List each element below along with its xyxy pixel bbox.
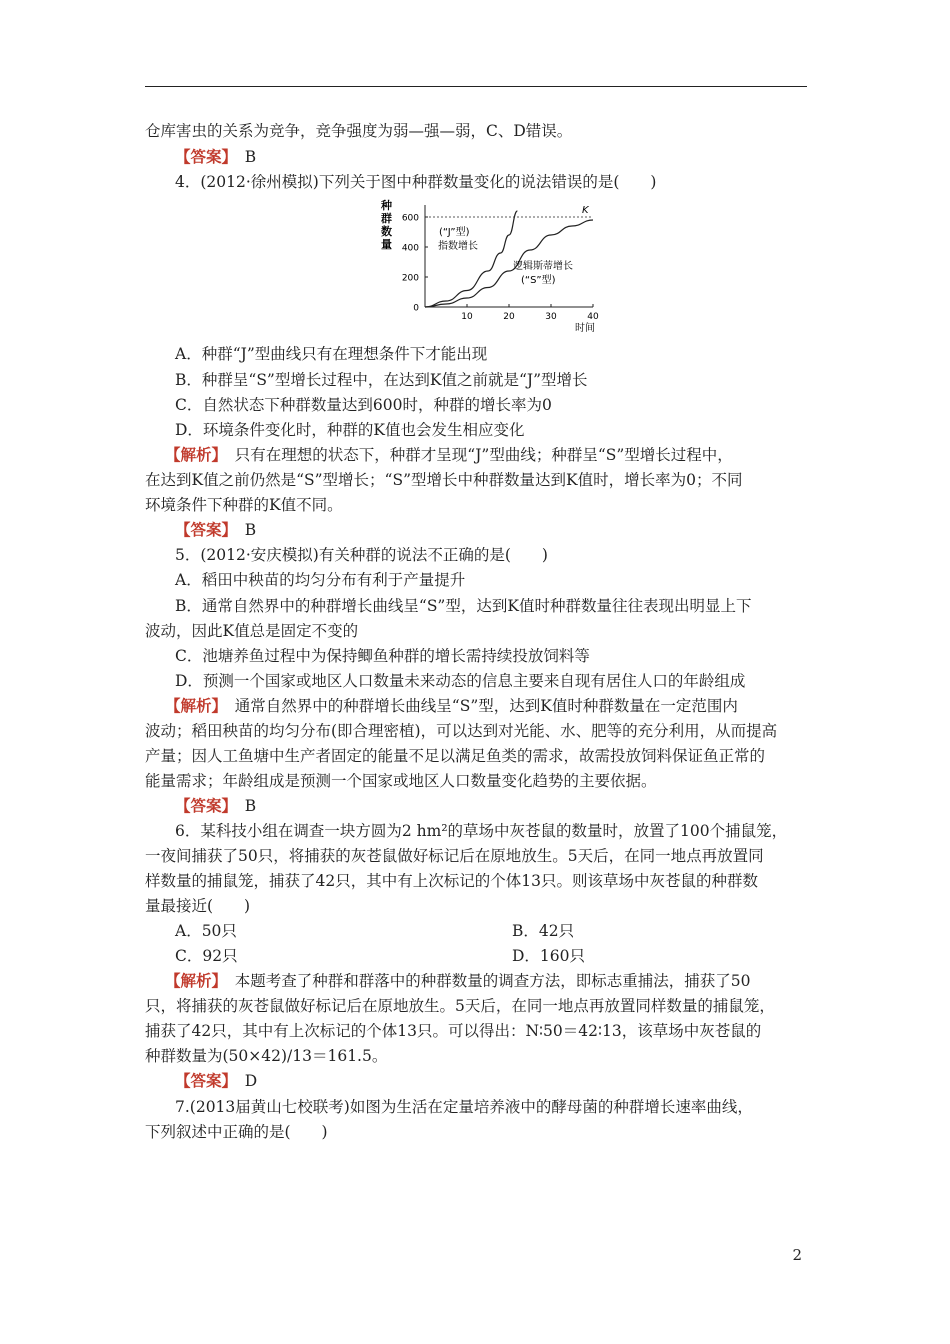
answer-value: B [244, 521, 257, 539]
q6-option-c: C．92只 [175, 947, 238, 965]
answer-tag: 【答案】 [175, 147, 230, 166]
y-axis-label-char: 数 [381, 225, 392, 238]
question-4: 4．(2012·徐州模拟)下列关于图中种群数量变化的说法错误的是( ) [175, 173, 657, 191]
j-curve-label-2: 指数增长 [438, 241, 478, 252]
y-axis-label-char: 量 [381, 238, 392, 251]
y-axis-label-char: 群 [381, 212, 392, 225]
j-curve-series [425, 211, 517, 307]
s-curve-label-1: 逻辑斯蒂增长 [513, 261, 573, 272]
answer-line: 【答案】 D [175, 1071, 258, 1090]
question-6-line-4: 量最接近( ) [145, 897, 251, 915]
explanation-6-line-1: 【解析】 本题考查了种群和群落中的种群数量的调查方法，即标志重捕法，捕获了50 [165, 971, 751, 990]
q6-option-d: D．160只 [512, 947, 586, 965]
q6-option-a: A．50只 [175, 922, 237, 940]
explanation-6-line-4: 种群数量为(50×42)/13＝161.5。 [145, 1047, 388, 1065]
j-curve-label-1: (“J”型) [439, 227, 470, 238]
y-tick-label: 400 [401, 243, 419, 254]
x-tick-label: 40 [587, 312, 599, 322]
q4-option-d: D．环境条件变化时，种群的K值也会发生相应变化 [175, 421, 525, 439]
x-axis-label: 时间 [575, 323, 595, 334]
explanation-5-line-4: 能量需求；年龄组成是预测一个国家或地区人口数量变化趋势的主要依据。 [145, 772, 657, 790]
explanation-4-line-2: 在达到K值之前仍然是“S”型增长；“S”型增长中种群数量达到K值时，增长率为0；不同 [145, 471, 743, 489]
q5-option-b: B．通常自然界中的种群增长曲线呈“S”型，达到K值时种群数量往往表现出明显上下 [175, 597, 752, 615]
question-6-line-3: 样数量的捕鼠笼，捕获了42只，其中有上次标记的个体13只。则该草场中灰苍鼠的种群数 [145, 872, 758, 890]
x-tick-label: 10 [461, 312, 473, 322]
paragraph: 仓库害虫的关系为竞争，竞争强度为弱—强—弱，C、D错误。 [145, 122, 573, 140]
answer-value: D [244, 1072, 258, 1090]
explanation-6-line-3: 捕获了42只，其中有上次标记的个体13只。可以得出：N∶50＝42∶13，该草场中灰苍鼠的 [145, 1022, 762, 1040]
header-rule [145, 86, 807, 87]
population-growth-chart [375, 195, 600, 335]
q5-option-c: C．池塘养鱼过程中为保持鲫鱼种群的增长需持续投放饲料等 [175, 647, 590, 665]
s-curve-label-2: (“S”型) [521, 275, 556, 286]
question-5: 5．(2012·安庆模拟)有关种群的说法不正确的是( ) [175, 546, 548, 564]
y-axis-label [380, 198, 392, 251]
answer-line: 【答案】 B [175, 796, 257, 815]
q4-option-a: A．种群“J”型曲线只有在理想条件下才能出现 [175, 345, 488, 363]
explanation-tag: 【解析】 [165, 445, 220, 464]
explanation-5-line-3: 产量；因人工鱼塘中生产者固定的能量不足以满足鱼类的需求，故需投放饲料保证鱼正常的 [145, 747, 766, 765]
q6-option-b: B．42只 [512, 922, 575, 940]
explanation-6-line-2: 只，将捕获的灰苍鼠做好标记后在原地放生。5天后，在同一地点再放置同样数量的捕鼠笼， [145, 997, 775, 1015]
q6-option-row-2 [175, 945, 845, 967]
q5-option-a: A．稻田中秧苗的均匀分布有利于产量提升 [175, 571, 466, 589]
page-number: 2 [792, 1246, 802, 1264]
question-6-line-1: 6．某科技小组在调查一块方圆为2 hm²的草场中灰苍鼠的数量时，放置了100个捕鼠笼， [175, 822, 788, 840]
explanation-4-line-1: 【解析】 只有在理想的状态下，种群才呈现“J”型曲线；种群呈“S”型增长过程中， [165, 445, 733, 464]
explanation-4-line-3: 环境条件下种群的K值不同。 [145, 496, 343, 514]
q4-option-c: C．自然状态下种群数量达到600时，种群的增长率为0 [175, 396, 552, 414]
q6-option-row-1 [175, 920, 845, 942]
explanation-5-line-1: 【解析】 通常自然界中的种群增长曲线呈“S”型，达到K值时种群数量在一定范围内 [165, 696, 738, 715]
q4-option-b: B．种群呈“S”型增长过程中，在达到K值之前就是“J”型增长 [175, 371, 588, 389]
x-tick-label: 30 [545, 312, 557, 322]
question-7-line-1: 7.(2013届黄山七校联考)如图为生活在定量培养液中的酵母菌的种群增长速率曲线， [175, 1098, 753, 1116]
question-6-line-2: 一夜间捕获了50只，将捕获的灰苍鼠做好标记后在原地放生。5天后，在同一地点再放置同 [145, 847, 764, 865]
k-label: K [582, 205, 589, 216]
answer-value: B [244, 148, 257, 166]
y-axis-label-char: 种 [381, 199, 392, 212]
answer-value: B [244, 797, 257, 815]
y-tick-label: 0 [413, 303, 419, 314]
answer-line: 【答案】 B [175, 520, 257, 539]
y-tick-label: 200 [401, 273, 419, 284]
y-tick-label: 600 [401, 213, 419, 224]
q5-option-d: D．预测一个国家或地区人口数量未来动态的信息主要来自现有居住人口的年龄组成 [175, 672, 746, 690]
question-7-line-2: 下列叙述中正确的是( ) [145, 1123, 328, 1141]
answer-line [175, 146, 845, 168]
explanation-5-line-2: 波动；稻田秧苗的均匀分布(即合理密植)，可以达到对光能、水、肥等的充分利用，从而提高 [145, 722, 778, 740]
q5-option-b-cont: 波动，因此K值总是固定不变的 [145, 622, 359, 640]
x-tick-label: 20 [503, 312, 515, 322]
